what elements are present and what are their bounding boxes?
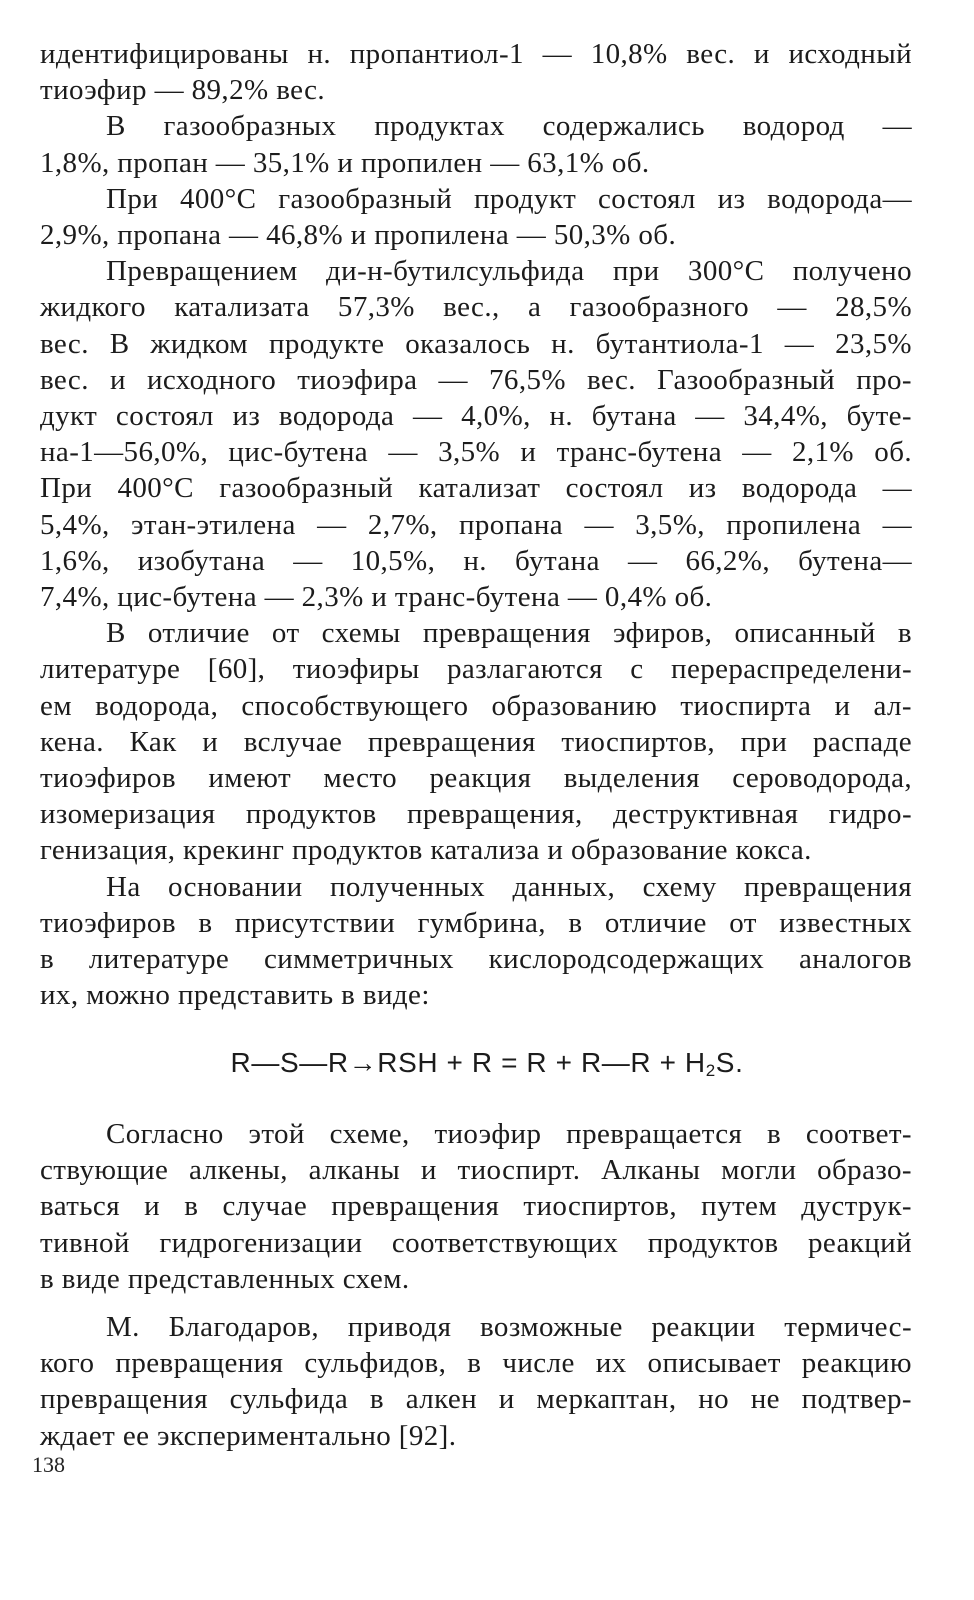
text-line: вес. В жидком продукте оказалось н. бутантиола-1 — 23,5% (40, 327, 912, 360)
formula-subscript: 2 (705, 1061, 716, 1080)
text-line: М. Благодаров, приводя возможные реакции термичес- (106, 1311, 912, 1344)
text-line: превращения сульфида в алкен и меркаптан, но не подтвер- (40, 1383, 912, 1416)
text-line: ствующие алкены, алканы и тиоспирт. Алканы могли образо- (40, 1154, 912, 1187)
text-line: тиоэфиров имеют место реакция выделения сероводорода, (40, 762, 912, 795)
paragraph (40, 869, 912, 1014)
reaction-formula (0, 1047, 974, 1081)
text-line: генизация, крекинг продуктов катализа и образование кокса. (40, 834, 812, 867)
text-line: ждает ее экспериментально [92]. (40, 1419, 457, 1452)
text-line: вес. и исходного тиоэфира — 76,5% вес. Газообразный про- (40, 363, 912, 396)
page-number: 138 (32, 1452, 65, 1477)
text-line: При 400°С газообразный катализат состоял из водорода — (40, 472, 912, 505)
text-line: на-1—56,0%, цис-бутена — 3,5% и транс-бутена — 2,1% об. (40, 436, 912, 469)
paragraph (40, 36, 912, 108)
formula-main: R—S—R→RSH + R = R + R—R + H (230, 1047, 706, 1078)
paragraph (40, 181, 912, 253)
text-line: их, можно представить в виде: (40, 979, 430, 1012)
text-line: ваться и в случае превращения тиоспиртов, путем дуструк- (40, 1190, 912, 1223)
paragraph (40, 253, 912, 615)
body-text-bottom (40, 1116, 912, 1454)
paragraph (40, 615, 912, 868)
text-line: 5,4%, этан-этилена — 2,7%, пропана — 3,5%, пропилена — (40, 508, 912, 541)
text-line: В отличие от схемы превращения эфиров, описанный в (106, 617, 912, 650)
text-line: 1,8%, пропан — 35,1% и пропилен — 63,1% об. (40, 146, 650, 179)
paragraph (40, 1309, 912, 1454)
text-line: в виде представленных схем. (40, 1262, 410, 1295)
text-line: тиоэфир — 89,2% вес. (40, 74, 326, 107)
text-line: тивной гидрогенизации соответствующих продуктов реакций (40, 1226, 912, 1259)
formula-tail: S. (715, 1047, 744, 1078)
body-text-top (40, 36, 912, 1013)
text-line: жидкого катализата 57,3% вес., а газообразного — 28,5% (40, 291, 912, 324)
text-line: изомеризация продуктов превращения, деструктивная гидро- (40, 798, 912, 831)
text-line: На основании полученных данных, схему превращения (106, 870, 912, 903)
paragraph (40, 1116, 912, 1297)
text-line: тиоэфиров в присутствии гумбрина, в отличие от известных (40, 906, 912, 939)
text-line: кого превращения сульфидов, в числе их описывает реакцию (40, 1347, 912, 1380)
text-line: дукт состоял из водорода — 4,0%, н. бутана — 34,4%, буте- (40, 400, 912, 433)
text-line: При 400°С газообразный продукт состоял из водорода— (106, 182, 912, 215)
text-line: 7,4%, цис-бутена — 2,3% и транс-бутена — 0,4% об. (40, 581, 713, 614)
text-line: 1,6%, изобутана — 10,5%, н. бутана — 66,2%, бутена— (40, 544, 912, 577)
text-line: идентифицированы н. пропантиол-1 — 10,8% вес. и исходный (40, 38, 912, 70)
text-line: ем водорода, способствующего образованию тиоспирта и ал- (40, 689, 912, 722)
text-line: Превращением ди-н-бутилсульфида при 300°С получено (106, 255, 912, 288)
paragraph (40, 108, 912, 180)
text-line: В газообразных продуктах содержались водород — (106, 110, 912, 143)
text-line: литературе [60], тиоэфиры разлагаются с перераспределени- (40, 653, 912, 686)
text-line: 2,9%, пропана — 46,8% и пропилена — 50,3% об. (40, 219, 677, 252)
text-line: в литературе симметричных кислородсодержащих аналогов (40, 943, 912, 976)
text-line: Согласно этой схеме, тиоэфир превращается в соответ- (106, 1118, 912, 1150)
text-line: кена. Как и вслучае превращения тиоспиртов, при распаде (40, 725, 912, 758)
